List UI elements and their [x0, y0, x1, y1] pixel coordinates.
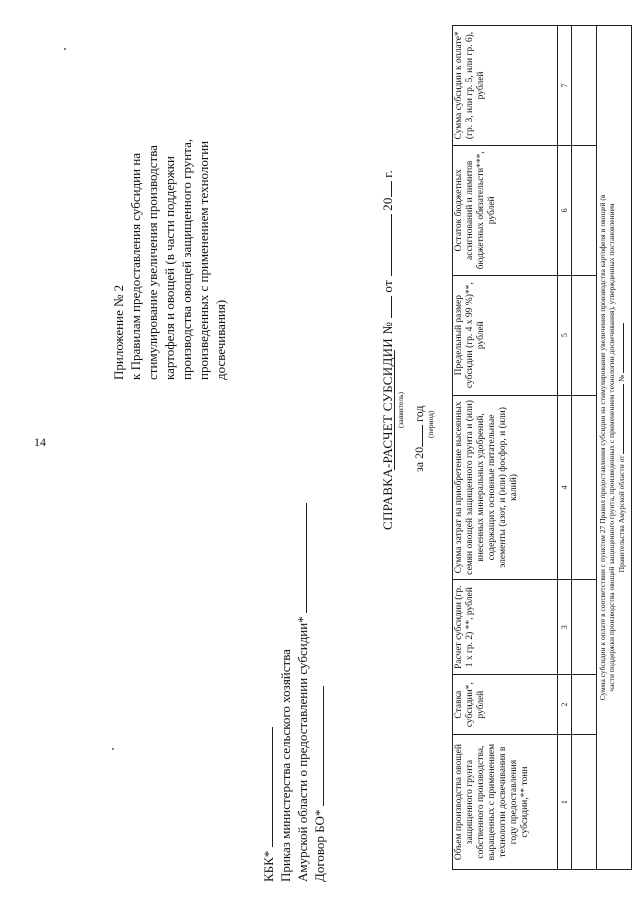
table-row — [572, 26, 597, 870]
appendix-line: картофеля и овощей (в части поддержки — [162, 156, 177, 380]
applicant-label: (заявитель) — [394, 350, 405, 470]
title-year-prefix: 20 — [380, 197, 395, 211]
appendix-line: произведенных с применением технологии — [196, 140, 211, 380]
kbk-label: КБК* — [261, 850, 276, 882]
column-number: 2 — [558, 675, 572, 735]
column-number: 7 — [558, 26, 572, 146]
title-from: от — [380, 280, 395, 293]
appendix-block — [110, 20, 229, 380]
title-year-suffix: г. — [380, 169, 395, 178]
data-cell[interactable] — [572, 580, 597, 675]
appendix-line: стимулирование увеличения производства — [145, 145, 160, 380]
footer-cell — [597, 26, 632, 870]
title-text: СПРАВКА-РАСЧЕТ СУБСИДИИ № — [380, 321, 395, 530]
data-cell[interactable] — [572, 145, 597, 275]
scan-dot — [64, 48, 66, 50]
header-cell: Сумма субсидии к оплате* (гр. 3, или гр. 5, или гр. 6), рублей — [453, 26, 558, 146]
period-prefix: за 20 — [412, 446, 426, 472]
date-line — [380, 214, 392, 276]
column-number: 3 — [558, 580, 572, 675]
appendix-line: к Правилам предоставления субсидии на — [128, 152, 143, 380]
period-line — [412, 406, 427, 472]
footer-line — [616, 29, 626, 866]
page-number: 14 — [34, 435, 46, 449]
contract-label: Договор БО* — [312, 809, 327, 882]
header-cell: Остаток бюджетных ассигнований и лимитов бюджетных обязательств***, рублей — [453, 145, 558, 275]
column-number: 6 — [558, 145, 572, 275]
appendix-line: Приложение № 2 — [111, 284, 126, 380]
data-cell[interactable] — [572, 675, 597, 735]
header-cell: Предельный размер субсидии (гр. 4 х 99 %)**, рублей — [453, 275, 558, 395]
scan-dot — [112, 748, 114, 750]
year-line — [380, 181, 392, 197]
header-cell: Ставка субсидии*, рублей — [453, 675, 558, 735]
kbk-line — [260, 727, 273, 847]
number-line — [380, 296, 392, 318]
footer-line3-no: № — [617, 374, 626, 382]
footer-line: части поддержки производства овощей защищенного грунта, произведенных с применением технологии досвечивания), утвержденных постановлением — [607, 203, 616, 692]
order-line2: Амурской области о предоставлении субсидии* — [295, 616, 310, 882]
appendix-line: досвечивания) — [213, 299, 228, 380]
decree-date-line — [616, 384, 624, 454]
header-cell: Сумма затрат на приобретение высеянных семян овощей защищенного грунта и (или) внесенных минеральных удобрений, содержащих основные питательные элементы (азот, и (или) фосфор, и (или) калий) — [453, 395, 558, 580]
order-line — [294, 503, 307, 613]
order-line1: Приказ министерства сельского хозяйства — [278, 649, 293, 882]
column-number-row — [558, 26, 572, 870]
appendix-line: производства овощей защищенного грунта, — [179, 138, 194, 380]
footer-line3-prefix: Правительства Амурской области от — [617, 455, 626, 573]
header-fields — [260, 503, 328, 882]
period-label: (период) — [426, 410, 435, 438]
data-cell[interactable] — [572, 275, 597, 395]
header-cell: Расчет субсидии (гр. 1 х гр. 2) **, рублей — [453, 580, 558, 675]
column-number: 1 — [558, 735, 572, 870]
period-suffix: год — [412, 405, 426, 422]
subsidy-table — [452, 25, 632, 870]
data-cell[interactable] — [572, 735, 597, 870]
rotated-document-body — [20, 10, 626, 890]
decree-number-line — [616, 323, 624, 373]
footer-line: Сумма субсидии к оплате в соответствии с пунктом 27 Правил предоставления субсидии на стимулирование увеличения производства картофеля и овощей (в — [598, 194, 607, 701]
header-cell: Объем производства овощей защищенного грунта собственного производства, выращенных с применением технологии досвечивания в году предоставления субсидии,** тонн — [453, 735, 558, 870]
data-cell[interactable] — [572, 26, 597, 146]
column-number: 4 — [558, 395, 572, 580]
table-footer-row — [597, 26, 632, 870]
period-year-line — [412, 425, 423, 447]
column-number: 5 — [558, 275, 572, 395]
data-cell[interactable] — [572, 395, 597, 580]
table-header-row — [453, 26, 558, 870]
contract-line — [311, 686, 324, 806]
